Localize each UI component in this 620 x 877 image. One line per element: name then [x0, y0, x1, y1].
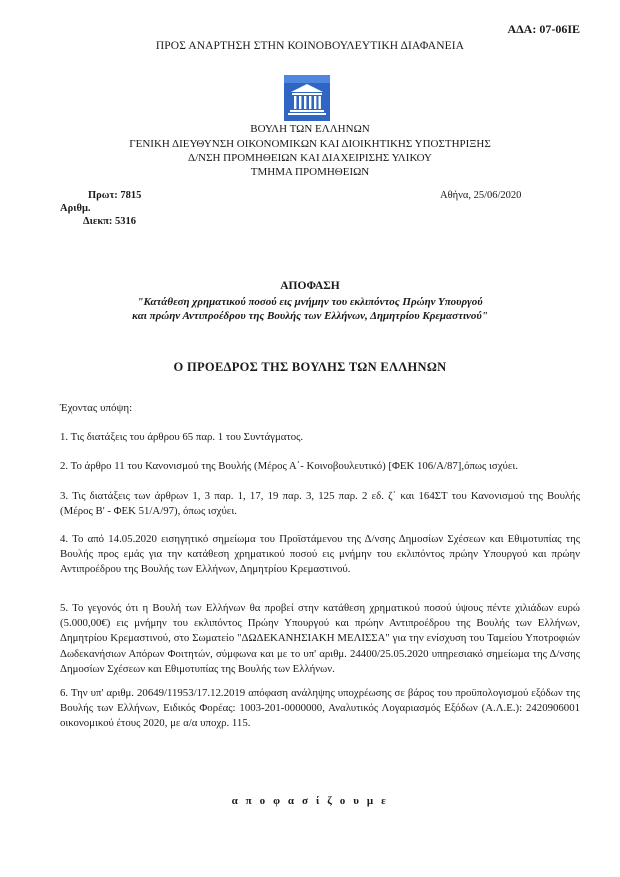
considering-label: Έχοντας υπόψη:	[60, 402, 133, 414]
document-date: Αθήνα, 25/06/2020	[440, 190, 522, 201]
organization-name: ΒΟΥΛΗ ΤΩΝ ΕΛΛΗΝΩΝ	[250, 123, 370, 135]
directorate-line: ΤΜΗΜΑ ΠΡΟΜΗΘΕΙΩΝ	[250, 166, 370, 178]
decide-heading: α π ο φ α σ ί ζ ο υ μ ε	[231, 795, 389, 807]
decision-subtitle: και πρώην Αντιπροέδρου της Βουλής των Ελλήνων, Δημητρίου Κρεμαστινού"	[132, 310, 488, 322]
ada-code: ΑΔΑ: 07-06ΙΕ	[507, 22, 580, 36]
directorate-line: Δ/ΝΣΗ ΠΡΟΜΗΘΕΙΩΝ ΚΑΙ ΔΙΑΧΕΙΡΙΣΗΣ ΥΛΙΚΟΥ	[188, 152, 432, 164]
consideration-item: 2. Το άρθρο 11 του Κανονισμού της Βουλής (Μέρος Α΄- Κοινοβουλευτικό) [ΦΕΚ 106/Α/87],όπως ισχύει.	[60, 460, 519, 472]
consideration-item: 6. Την υπ' αριθμ. 20649/11953/17.12.2019 απόφαση ανάληψης υποχρέωσης σε βάρος του προϋπολογισμού εξόδων της Βουλής των Ελλήνων, Ειδικός Φορέας: 1003-201-0000000, Αναλυτικός Λογαριασμός Εξόδων (Α.Λ.Ε.): 2420906001 οικονομικού έτους 2020, με α/α υποχρ. 115.	[60, 687, 580, 730]
protocol-number: Πρωτ: 7815	[88, 190, 142, 201]
internal-number: Διεκπ: 5316	[83, 216, 137, 227]
consideration-item: 1. Τις διατάξεις του άρθρου 65 παρ. 1 του Συντάγματος.	[60, 431, 304, 443]
directorate-line: ΓΕΝΙΚΗ ΔΙΕΥΘΥΝΣΗ ΟΙΚΟΝΟΜΙΚΩΝ ΚΑΙ ΔΙΟΙΚΗΤΙΚΗΣ ΥΠΟΣΤΗΡΙΞΗΣ	[129, 138, 491, 150]
president-heading: Ο ΠΡΟΕΔΡΟΣ ΤΗΣ ΒΟΥΛΗΣ ΤΩΝ ΕΛΛΗΝΩΝ	[173, 360, 447, 374]
decision-title: ΑΠΟΦΑΣΗ	[280, 280, 340, 292]
parliament-building-icon	[284, 75, 330, 121]
decision-subtitle: "Κατάθεση χρηματικού ποσού εις μνήμην του εκλιπόντος Πρώην Υπουργού	[137, 296, 483, 308]
consideration-item: 5. Το γεγονός ότι η Βουλή των Ελλήνων θα προβεί στην κατάθεση χρηματικού ποσού ύψους πέντε χιλιάδων ευρώ (5.000,00€) εις μνήμην του εκλιπόντος Πρώην Υπουργού και πρώην Αντιπροέδρου της Βουλής των Ελλήνων, Δημητρίου Κρεμαστινού, στο Σωματείο "ΔΩΔΕΚΑΝΗΣΙΑΚΗ ΜΕΛΙΣΣΑ" για την ενίσχυση του Ταμείου Υποτροφιών Δωδεκανήσιων Απόρων Φοιτητών, σύμφωνα και με το υπ' αριθμ. 24400/25.05.2020 υπηρεσιακό σημείωμα της Δ/νσης Δημοσίων Σχέσεων και Εθιμοτυπίας της Βουλής των Ελλήνων.	[60, 602, 580, 675]
number-label: Αριθμ.	[60, 203, 91, 214]
consideration-item: 3. Τις διατάξεις των άρθρων 1, 3 παρ. 1, 17, 19 παρ. 3, 125 παρ. 2 εδ. ζ΄ και 164ΣΤ του Κανονισμού της Βουλής (Μέρος Β' - ΦΕΚ 51/Α/97), όπως ισχύει.	[60, 490, 580, 518]
posting-note: ΠΡΟΣ ΑΝΑΡΤΗΣΗ ΣΤΗΝ ΚΟΙΝΟΒΟΥΛΕΥΤΙΚΗ ΔΙΑΦΑΝΕΙΑ	[155, 40, 465, 52]
consideration-item: 4. Το από 14.05.2020 εισηγητικό σημείωμα του Προϊστάμενου της Δ/νσης Δημοσίων Σχέσεων και Εθιμοτυπίας της Βουλής προς εμάς για την κατάθεση χρηματικού ποσού εις μνήμην του εκλιπόντος πρώην Υπουργού και πρώην Αντιπροέδρου της Βουλής των Ελλήνων, Δημητρίου Κρεμαστινού.	[60, 533, 580, 576]
